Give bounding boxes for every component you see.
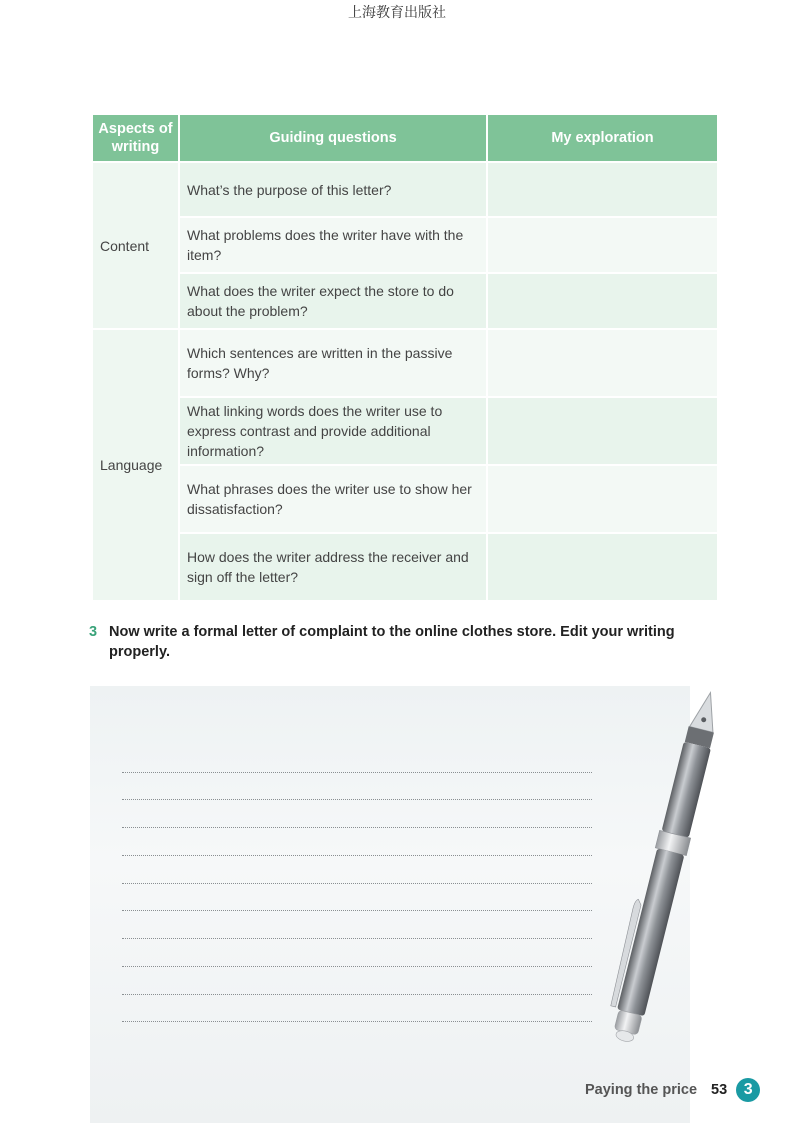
unit-title: Paying the price [585,1082,698,1098]
task-number: 3 [89,624,98,640]
header-my-exploration: My exploration [487,114,718,162]
guiding-question: How does the writer address the receiver and sign off the letter? [179,533,487,601]
exploration-cell[interactable] [487,397,718,465]
table-row [92,217,718,273]
guiding-question: What phrases does the writer use to show her dissatisfaction? [179,465,487,533]
page-footer [585,1078,760,1102]
header-aspects: Aspects of writing [92,114,179,162]
writing-line[interactable] [122,799,592,800]
exploration-cell[interactable] [487,465,718,533]
exploration-cell[interactable] [487,273,718,329]
guiding-question: What does the writer expect the store to do about the problem? [179,273,487,329]
writing-line[interactable] [122,855,592,856]
fountain-pen-illustration [595,685,735,1065]
writing-line[interactable] [122,994,592,995]
table-row [92,465,718,533]
guiding-question: What problems does the writer have with the item? [179,217,487,273]
writing-line[interactable] [122,772,592,773]
unit-badge: 3 [736,1078,760,1102]
writing-line[interactable] [122,938,592,939]
table-row [92,273,718,329]
publisher-header: 上海教育出版社 [348,5,446,21]
writing-rubric-table [91,113,719,602]
writing-line[interactable] [122,910,592,911]
table-row [92,329,718,397]
table-row [92,533,718,601]
task-instruction [89,622,709,662]
aspect-language: Language [92,329,179,601]
exploration-cell[interactable] [487,162,718,217]
guiding-question: What’s the purpose of this letter? [179,162,487,217]
exploration-cell[interactable] [487,217,718,273]
page-number: 53 [711,1082,728,1098]
writing-line[interactable] [122,883,592,884]
table-header-row [92,114,718,162]
table-row [92,397,718,465]
exploration-cell[interactable] [487,533,718,601]
writing-line[interactable] [122,966,592,967]
exploration-cell[interactable] [487,329,718,397]
guiding-question: What linking words does the writer use to express contrast and provide additional information? [179,397,487,465]
task-text: Now write a formal letter of complaint to the online clothes store. Edit your writing properly. [109,624,675,660]
aspect-content: Content [92,162,179,329]
guiding-question: Which sentences are written in the passive forms? Why? [179,329,487,397]
writing-line[interactable] [122,1021,592,1022]
table-row [92,162,718,217]
header-guiding-questions: Guiding questions [179,114,487,162]
writing-line[interactable] [122,827,592,828]
